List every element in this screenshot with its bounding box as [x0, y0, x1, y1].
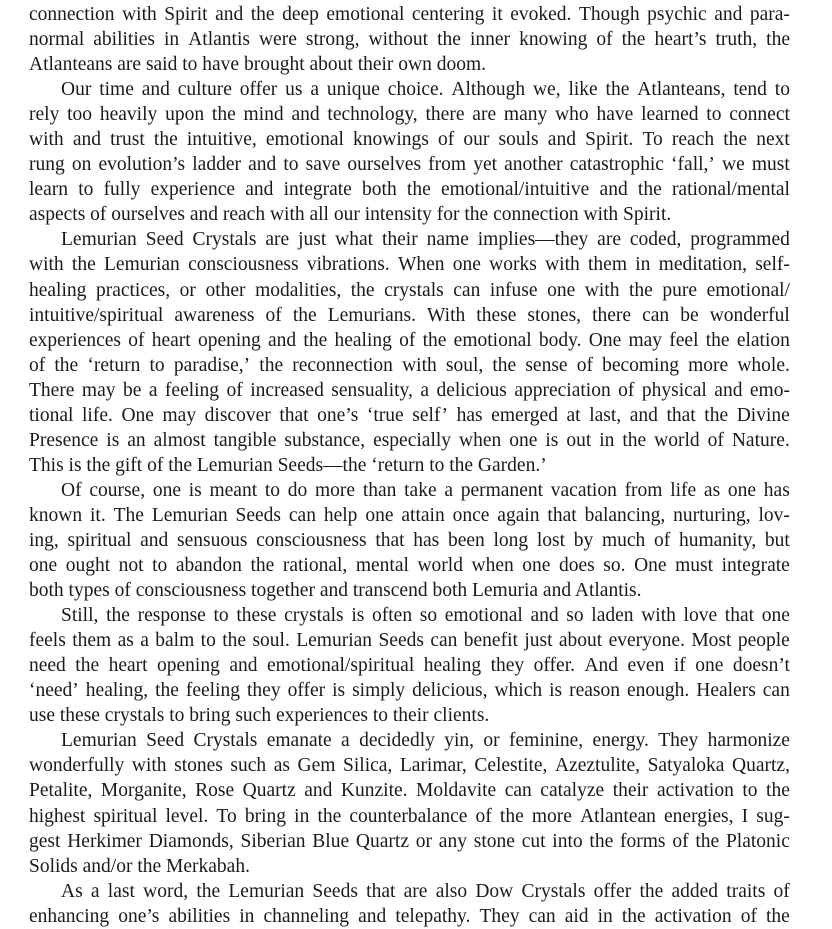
text-line: highest spiritual level. To bring in the counterbalance of the more Atlantean energies, I sug-	[29, 805, 790, 827]
text-line: connection with Spirit and the deep emotional centering it evoked. Though psychic and para-	[29, 4, 790, 25]
text-line: tional life. One may discover that one’s ‘true self’ has emerged at last, and that the Divine	[29, 404, 790, 426]
text-line: normal abilities in Atlantis were strong, without the inner knowing of the heart’s truth, the	[29, 29, 790, 51]
text-line: As a last word, the Lemurian Seeds that are also Dow Crystals offer the added traits of	[61, 880, 790, 902]
text-line: Petalite, Morganite, Rose Quartz and Kunzite. Moldavite can catalyze their activation to the	[29, 780, 790, 802]
text-line: wonderfully with stones such as Gem Silica, Larimar, Celestite, Azeztulite, Satyaloka Quartz,	[29, 755, 790, 777]
text-line: known it. The Lemurian Seeds can help one attain once again that balancing, nurturing, lov-	[29, 504, 790, 526]
text-line: Solids and/or the Merkabah.	[29, 855, 250, 877]
text-line: with and trust the intuitive, emotional knowings of our souls and Spirit. To reach the next	[29, 129, 790, 151]
text-line: aspects of ourselves and reach with all our intensity for the connection with Spirit.	[29, 204, 672, 226]
text-line: Atlanteans are said to have brought about their own doom.	[29, 54, 487, 76]
text-line: one ought not to abandon the rational, mental world when one does so. One must integrate	[29, 555, 790, 577]
text-line: feels them as a balm to the soul. Lemurian Seeds can benefit just about everyone. Most people	[29, 630, 790, 652]
text-line: Of course, one is meant to do more than take a permanent vacation from life as one has	[61, 479, 790, 501]
text-line: use these crystals to bring such experiences to their clients.	[29, 705, 490, 727]
text-line: with the Lemurian consciousness vibrations. When one works with them in meditation, self-	[29, 254, 790, 276]
text-line: enhancing one’s abilities in channeling and telepathy. They can aid in the activation of the	[29, 905, 790, 927]
text-line: rely too heavily upon the mind and technology, there are many who have learned to connect	[29, 104, 790, 126]
text-line: Lemurian Seed Crystals emanate a decidedly yin, or feminine, energy. They harmonize	[61, 730, 790, 752]
text-line: rung on evolution’s ladder and to save ourselves from yet another catastrophic ‘fall,’ we must	[29, 154, 790, 176]
text-line: intuitive/spiritual awareness of the Lemurians. With these stones, there can be wonderful	[29, 304, 790, 326]
text-line: both types of consciousness together and transcend both Lemuria and Atlantis.	[29, 580, 642, 602]
text-line: There may be a feeling of increased sensuality, a delicious appreciation of physical and emo-	[29, 379, 790, 401]
text-line: experiences of heart opening and the healing of the emotional body. One may feel the elation	[29, 329, 790, 351]
text-line: Our time and culture offer us a unique choice. Although we, like the Atlanteans, tend to	[61, 79, 790, 101]
text-line: gest Herkimer Diamonds, Siberian Blue Quartz or any stone cut into the forms of the Platonic	[29, 830, 790, 852]
text-line: learn to fully experience and integrate both the emotional/intuitive and the rational/mental	[29, 179, 790, 201]
text-line: Still, the response to these crystals is often so emotional and so laden with love that one	[61, 605, 790, 627]
text-line: healing practices, or other modalities, the crystals can infuse one with the pure emotional/	[29, 279, 790, 301]
page-text	[29, 0, 790, 929]
text-line: This is the gift of the Lemurian Seeds—the ‘return to the Garden.’	[29, 454, 547, 476]
text-line: Presence is an almost tangible substance, especially when one is out in the world of Nature.	[29, 429, 790, 451]
text-line: ing, spiritual and sensuous consciousness that has been long lost by much of humanity, but	[29, 529, 790, 551]
text-line: Lemurian Seed Crystals are just what their name implies—they are coded, programmed	[61, 229, 790, 251]
text-line: of the ‘return to paradise,’ the reconnection with soul, the sense of becoming more whole.	[29, 354, 790, 376]
text-line: need the heart opening and emotional/spiritual healing they offer. And even if one doesn’t	[29, 655, 790, 677]
text-line: ‘need’ healing, the feeling they offer is simply delicious, which is reason enough. Healers can	[29, 680, 790, 702]
